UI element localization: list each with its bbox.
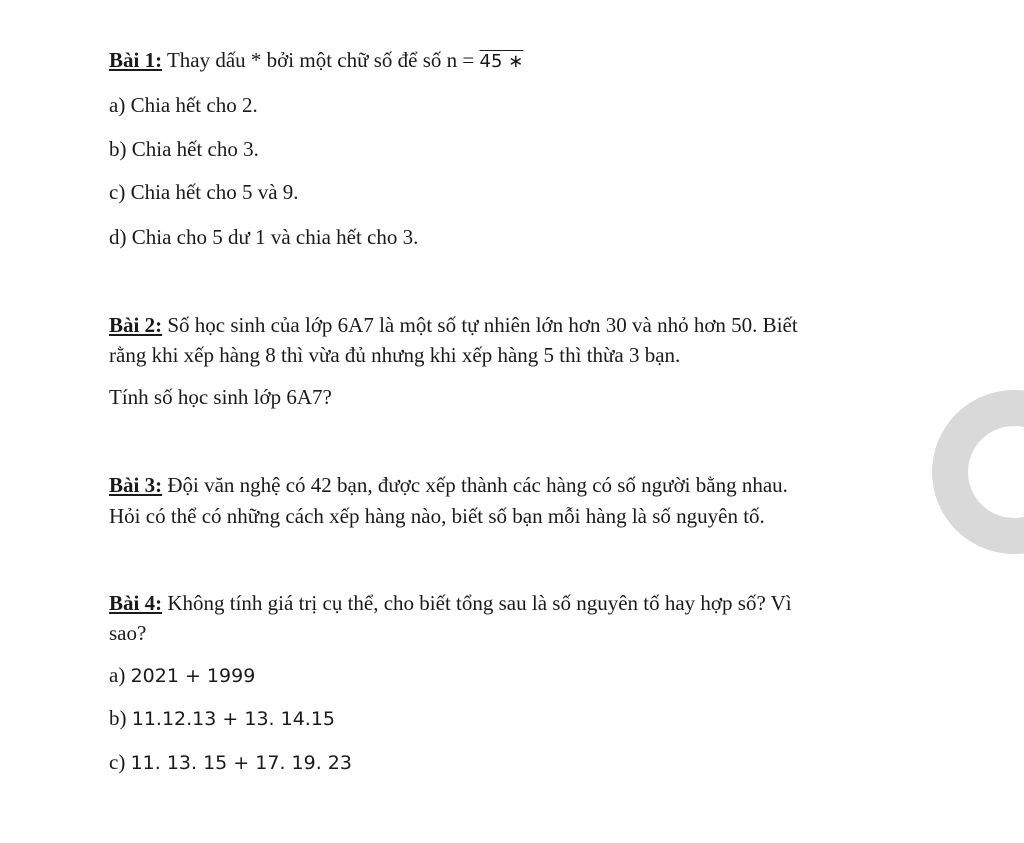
bai4-text2: sao? (109, 621, 147, 645)
bai4-item-c (109, 749, 352, 776)
bai2-label: Bài 2: (109, 313, 163, 337)
bai1-intro: Thay dấu * bởi một chữ số để số n = (162, 48, 480, 72)
bai2-heading (109, 312, 798, 338)
bai2-question: Tính số học sinh lớp 6A7? (109, 385, 332, 409)
bai2-text2: rằng khi xếp hàng 8 thì vừa đủ nhưng khi xếp hàng 5 thì thừa 3 bạn. (109, 343, 681, 367)
bai1-item-a: a) Chia hết cho 2. (109, 93, 258, 117)
bai3-text2: Hỏi có thể có những cách xếp hàng nào, biết số bạn mỗi hàng là số nguyên tố. (109, 504, 765, 528)
bai3-heading (109, 472, 788, 498)
bai3-text1: Đội văn nghệ có 42 bạn, được xếp thành các hàng có số người bằng nhau. (162, 473, 788, 497)
bai4-item-b-prefix: b) (109, 706, 132, 730)
bai4-heading (109, 590, 792, 616)
bai1-number: 45 ∗ (479, 51, 524, 72)
bai1-label: Bài 1: (109, 48, 163, 72)
bai4-item-a-expr: 2021 + 1999 (130, 665, 256, 687)
bai4-item-b (109, 705, 335, 732)
bai2-text1: Số học sinh của lớp 6A7 là một số tự nhiên lớn hơn 30 và nhỏ hơn 50. Biết (162, 313, 798, 337)
bai4-text1: Không tính giá trị cụ thể, cho biết tổng sau là số nguyên tố hay hợp số? Vì (162, 591, 792, 615)
bai4-item-a (109, 662, 255, 689)
scroll-ring-overlay (932, 390, 1024, 554)
bai4-item-a-prefix: a) (109, 663, 131, 687)
bai4-item-c-expr: 11. 13. 15 + 17. 19. 23 (130, 752, 352, 774)
bai4-item-c-prefix: c) (109, 750, 131, 774)
bai3-label: Bài 3: (109, 473, 163, 497)
bai1-item-d: d) Chia cho 5 dư 1 và chia hết cho 3. (109, 225, 419, 249)
bai4-item-b-expr: 11.12.13 + 13. 14.15 (131, 708, 336, 730)
bai1-heading (109, 47, 523, 75)
bai1-item-b: b) Chia hết cho 3. (109, 137, 259, 161)
bai1-item-c: c) Chia hết cho 5 và 9. (109, 180, 299, 204)
bai4-label: Bài 4: (109, 591, 163, 615)
